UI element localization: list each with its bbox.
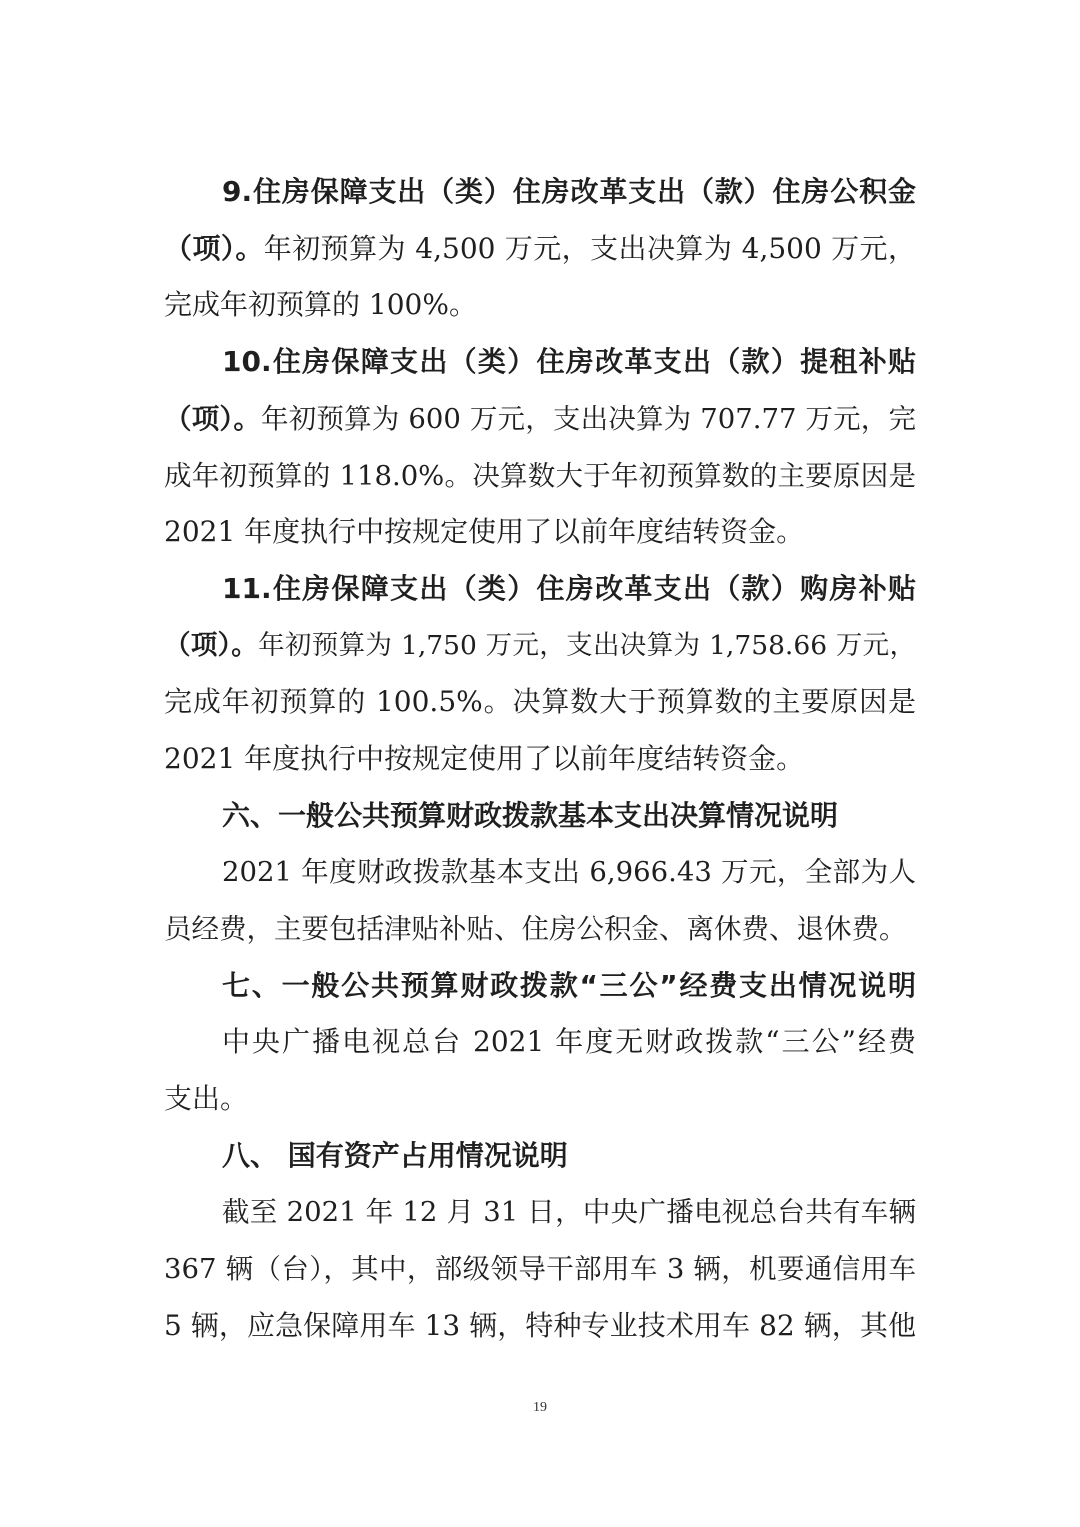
section-7-line-1: 中央广播电视总台 2021 年度无财政拨款“三公”经费: [222, 1025, 916, 1058]
item-9-line-3: 完成年初预算的 100%。: [164, 288, 477, 321]
item-11-heading: 11.住房保障支出（类）住房改革支出（款）购房补贴: [222, 572, 916, 605]
item-9-text: 年初预算为 4,500 万元，支出决算为 4,500 万元，: [263, 232, 916, 265]
item-10-text: 年初预算为 600 万元，支出决算为 707.77 万元，完: [261, 403, 916, 435]
item-11-line-2: [164, 626, 916, 666]
section-7-line-2: 支出。: [164, 1082, 249, 1115]
item-9-line-2: [164, 229, 916, 269]
section-8-line-3: 5 辆，应急保障用车 13 辆，特种专业技术用车 82 辆，其他: [164, 1309, 916, 1342]
section-6-title: 六、一般公共预算财政拨款基本支出决算情况说明: [222, 799, 839, 832]
item-9-heading: 9.住房保障支出（类）住房改革支出（款）住房公积金: [222, 175, 916, 208]
item-10-heading: 10.住房保障支出（类）住房改革支出（款）提租补贴: [222, 345, 916, 378]
item-10-line-2: [164, 399, 916, 439]
item-11-text: 年初预算为 1,750 万元，支出决算为 1,758.66 万元，: [258, 630, 916, 661]
section-8-line-2: 367 辆（台），其中，部级领导干部用车 3 辆，机要通信用车: [164, 1253, 916, 1285]
section-7-title: 七、一般公共预算财政拨款“三公”经费支出情况说明: [222, 969, 916, 1002]
item-10-line-3: 成年初预算的 118.0%。决算数大于年初预算数的主要原因是: [164, 460, 916, 492]
page-number: 19: [533, 1400, 547, 1415]
item-9-heading-suffix: （项）。: [164, 232, 264, 265]
item-11-line-4: 2021 年度执行中按规定使用了以前年度结转资金。: [164, 742, 805, 775]
item-11-heading-suffix: （项）。: [164, 630, 259, 661]
item-11-line-3: 完成年初预算的 100.5%。决算数大于预算数的主要原因是: [164, 685, 916, 718]
section-6-line-1: 2021 年度财政拨款基本支出 6,966.43 万元，全部为人: [222, 856, 916, 888]
section-8-line-1: 截至 2021 年 12 月 31 日，中央广播电视总台共有车辆: [222, 1196, 916, 1228]
section-6-line-2: 员经费，主要包括津贴补贴、住房公积金、离休费、退休费。: [164, 913, 907, 945]
item-10-line-4: 2021 年度执行中按规定使用了以前年度结转资金。: [164, 515, 805, 548]
item-10-heading-suffix: （项）。: [164, 403, 262, 435]
section-8-title: 八、 国有资产占用情况说明: [222, 1139, 568, 1172]
